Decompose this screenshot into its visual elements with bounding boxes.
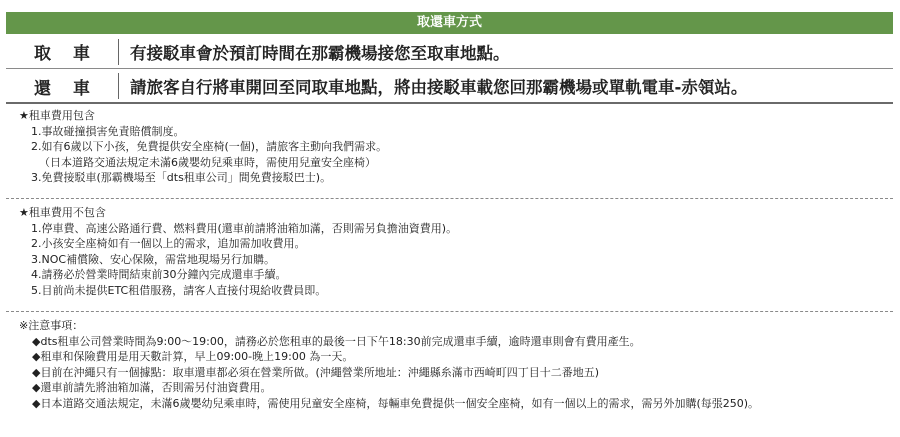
section-divider [6,311,893,312]
note-item: ◆租車和保險費用是用天數計算，早上09:00-晚上19:00 為一天。 [32,350,354,363]
excluded-item: 5.目前尚未提供ETC租借服務，請客人直接付現給收費員即。 [31,283,327,297]
pickup-row [6,35,893,69]
notes-section [19,318,879,411]
note-item: ◆dts租車公司營業時間為9:00～19:00，請務必於您租車的最後一日下午18:30前完成還車手續，逾時還車則會有費用產生。 [32,334,641,348]
pickup-description: 有接駁車會於預訂時間在那霸機場接您至取車地點。 [130,43,510,63]
pickup-return-header: 取還車方式 [6,12,893,34]
return-label: 還 車 [34,78,98,99]
note-item: ◆還車前請先將油箱加滿，否則需另付油資費用。 [32,381,272,394]
excluded-item: 1.停車費、高速公路通行費、燃料費用(還車前請將油箱加滿，否則需另負擔油資費用)。 [31,221,458,235]
note-item: ◆目前在沖繩只有一個據點：取車還車都必須在營業所做。(沖繩營業所地址：沖繩縣糸滿市西崎町四丁目十二番地五) [32,365,600,379]
section-divider [6,198,893,199]
return-row [6,70,893,104]
included-item: 1.事故碰撞損害免責賠償制度。 [31,124,185,138]
included-item: 3.免費接駁車(那霸機場至「dts租車公司」間免費接駁巴士)。 [31,171,332,184]
excluded-item: 2.小孩安全座椅如有一個以上的需求，追加需加收費用。 [31,237,306,250]
note-item: ◆日本道路交通法規定，未滿6歲嬰幼兒乘車時，需使用兒童安全座椅，每輛車免費提供一個安全座椅，如有一個以上的需求，需另外加購(每張250)。 [32,396,760,410]
excluded-title: ★租車費用不包含 [19,206,106,219]
included-title: ★租車費用包含 [19,109,95,122]
included-item-note: （日本道路交通法規定未滿6歲嬰幼兒乘車時，需使用兒童安全座椅） [39,155,376,169]
excluded-section [19,205,879,298]
excluded-item: 4.請務必於營業時間結束前30分鐘內完成還車手續。 [31,268,287,281]
excluded-item: 3.NOC補償險、安心保險，需當地現場另行加購。 [31,252,276,266]
return-description: 請旅客自行將車開回至同取車地點，將由接駁車載您回那霸機場或單軌電車-赤領站。 [130,78,748,97]
included-section [19,108,879,186]
notes-title: ※注意事項： [19,319,84,332]
pickup-label: 取 車 [34,44,98,64]
included-item: 2.如有6歲以下小孩，免費提供安全座椅(一個)，請旅客主動向我們需求。 [31,140,388,153]
